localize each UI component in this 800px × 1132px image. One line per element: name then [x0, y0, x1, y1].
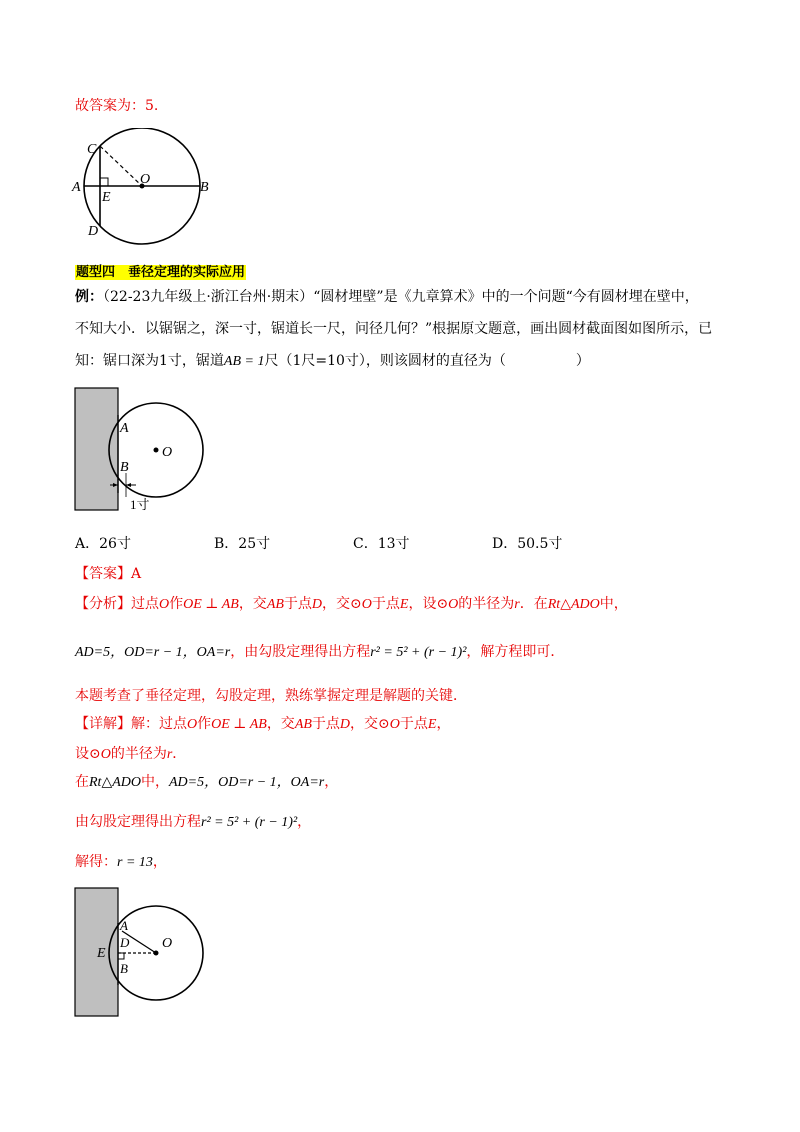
label-O: O [162, 936, 173, 951]
section-title: 题型四 垂径定理的实际应用 [76, 265, 246, 280]
right-angle-mark [100, 178, 108, 186]
label-B: B [120, 961, 128, 976]
example-prefix: 例： [75, 289, 103, 305]
previous-answer: 故答案为：5. [75, 98, 159, 114]
example-line-1: 例：（22-23九年级上·浙江台州·期末）“圆材埋壁”是《九章算术》中的一个问题“今有圆材埋在壁中， [75, 289, 699, 305]
analysis-summary: 本题考查了垂径定理，勾股定理，熟练掌握定理是解题的关键． [75, 688, 467, 704]
label-A: A [120, 918, 128, 933]
detail-line-5: 解得：r = 13， [75, 854, 167, 870]
figure-circle-chord [70, 128, 220, 246]
analysis-line-1: 【分析】过点O作OE ⊥ AB，交AB于点D，交⊙O于点E，设⊙O的半径为r．在Rt△ADO中， [75, 596, 628, 612]
math-ab-eq-1: AB = 1 [223, 354, 265, 369]
label-B: B [120, 460, 129, 475]
label-A: A [120, 421, 129, 436]
detail-line-1: 【详解】解：过点O作OE ⊥ AB，交AB于点D，交⊙O于点E， [75, 716, 451, 732]
center-point [154, 448, 159, 453]
label-O: O [140, 172, 151, 187]
label-C: C [87, 142, 97, 157]
label-E: E [102, 190, 111, 205]
detail-line-4: 由勾股定理得出方程r² = 5² + (r − 1)²， [75, 814, 312, 830]
answer-value: A [131, 566, 142, 582]
center-point [154, 951, 159, 956]
label-A: A [72, 180, 81, 195]
figure-wall-circle [70, 385, 210, 515]
figure-wall-circle-solution [70, 885, 210, 1020]
answer-tag: 【答案】 [75, 566, 131, 582]
answer-line [75, 564, 141, 584]
label-one-inch: 1寸 [130, 497, 150, 512]
option-a: A．26寸 [75, 536, 131, 552]
option-c: C．13寸 [353, 536, 410, 552]
label-O: O [162, 445, 173, 460]
example-line-3: 知：锯口深为1寸，锯道AB = 1尺（1尺=10寸），则该圆材的直径为（ ） [75, 353, 590, 369]
example-line-2: 不知大小．以锯锯之，深一寸，锯道长一尺，问径几何？”根据原文题意，画出圆材截面图如图所示，已 [75, 321, 713, 337]
detail-line-2: 设⊙O的半径为r． [75, 746, 187, 762]
analysis-line-2: AD=5，OD=r − 1，OA=r，由勾股定理得出方程r² = 5² + (r − 1)²，解方程即可． [75, 644, 565, 660]
label-E: E [97, 946, 106, 961]
label-B: B [200, 180, 209, 195]
right-angle-mark [118, 953, 124, 959]
label-D: D [120, 935, 130, 950]
radius-OC [100, 146, 142, 186]
option-d: D．50.5寸 [492, 536, 563, 552]
label-D: D [88, 224, 99, 239]
detail-line-3: 在Rt△ADO中，AD=5，OD=r − 1，OA=r， [75, 774, 339, 790]
wall-shape [75, 388, 118, 510]
option-b: B．25寸 [214, 536, 271, 552]
